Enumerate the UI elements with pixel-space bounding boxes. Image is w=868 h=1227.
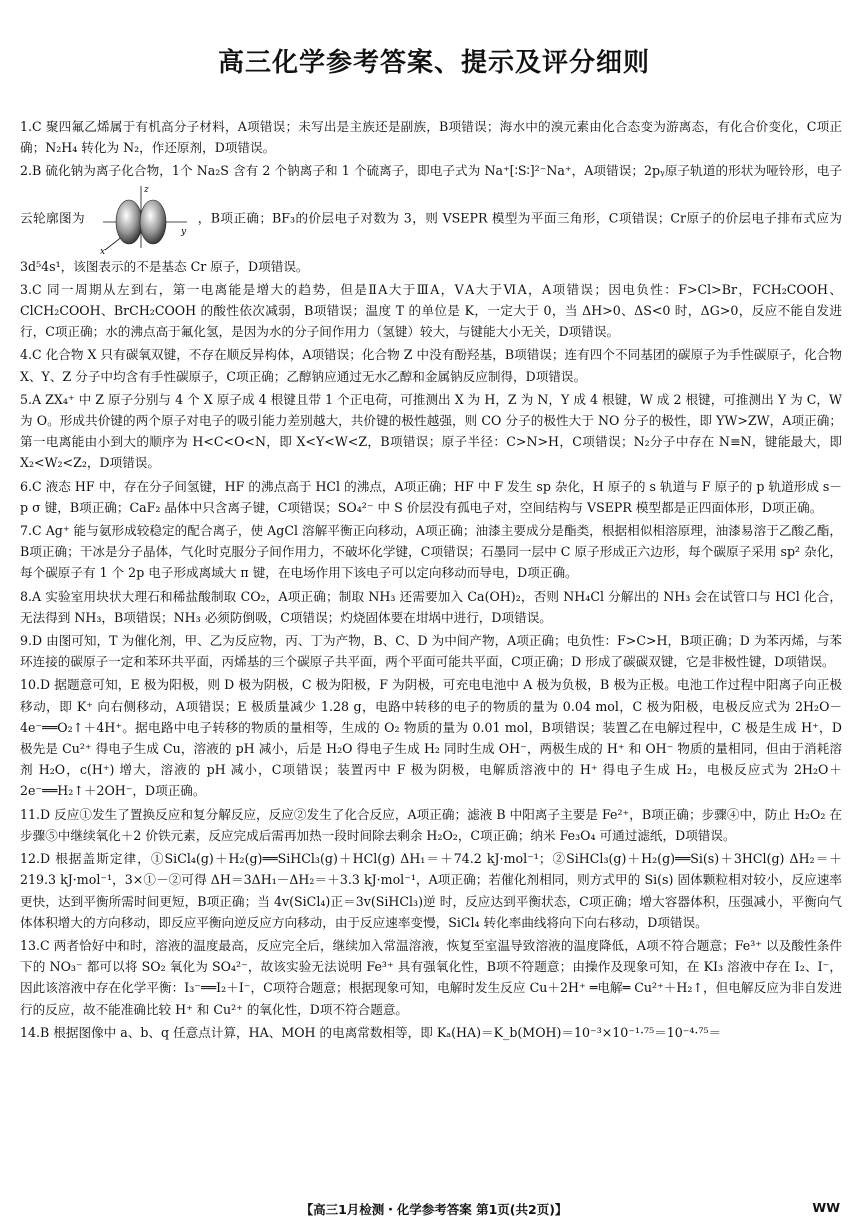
p-orbital-figure [91, 182, 191, 256]
answer-item-11: 11.D 反应①发生了置换反应和复分解反应，反应②发生了化合反应，A项正确；滤液 B 中阳离子主要是 Fe²⁺，B项正确；步骤④中，防止 H₂O₂ 在步骤⑤中继续氧化＋2 价铁元素，反应完成后需再加热一段时间除去剩余 H₂O₂，C项正确；纳米 Fe₃O₄ 可通过滤纸，D项错误。 [20, 806, 842, 843]
page-footer: 【高三1月检测・化学参考答案 第1页(共2页)】 [300, 1202, 568, 1217]
answer-item-6: 6.C 液态 HF 中，存在分子间氢键，HF 的沸点高于 HCl 的沸点，A项正确；HF 中 F 发生 sp 杂化，H 原子的 s 轨道与 F 原子的 p 轨道形成 s－p σ 键，B项正确；CaF₂ 晶体中只含离子键，C项错误；SO₄²⁻ 中 S 价层没有孤电子对，空间结构与 VSEPR 模型都是正四面体形，D项正确。 [20, 478, 842, 515]
footer-code: WW [812, 1200, 840, 1215]
answer-item-2 [20, 160, 842, 276]
answer-item-2-part2: ，B项正确；BF₃的价层电子对数为 3，则 VSEPR 模型为平面三角形，C项错误；Cr原子的价层电子排布式应为 3d⁵4s¹，该图表示的不是基态 Cr 原子，D项错误。 [20, 210, 842, 274]
answer-item-10: 10.D 据题意可知，E 极为阳极，则 D 极为阴极，C 极为阳极，F 为阴极，可充电电池中 A 极为负极，B 极为正极。电池工作过程中阳离子向正极移动，即 K⁺ 向右侧移动，A项错误；E 极质量减少 1.28 g，电路中转移的电子的物质的量为 0.04 mol，C 极为阳极，电极反应式为 2H₂O－4e⁻══O₂↑＋4H⁺。据电路中电子转移的物质的量相等，生成的 O₂ 物质的量为 0.01 mol，B项错误；装置乙在电解过程中，C 极是生成 H⁺，D 极先是 Cu²⁺ 得电子生成 Cu，溶液的 pH 减小，后是 H₂O 得电子生成 H₂ 同时生成 OH⁻，两极生成的 H⁺ 和 OH⁻ 物质的量相同，但由于消耗溶剂 H₂O，c(H⁺) 增大，溶液的 pH 减小，C项错误；装置丙中 F 极为阴极，电解质溶液中的 H⁺ 得电子生成 H₂，电极反应式为 2H₂O＋2e⁻══H₂↑＋2OH⁻，D项正确。 [20, 677, 842, 799]
answer-item-12: 12.D 根据盖斯定律，①SiCl₄(g)＋H₂(g)══SiHCl₃(g)＋HCl(g) ΔH₁＝＋74.2 kJ·mol⁻¹；②SiHCl₃(g)＋H₂(g)══Si(s)＋3HCl(g) ΔH₂＝＋219.3 kJ·mol⁻¹，3×①－②可得 ΔH＝3ΔH₁－ΔH₂＝＋3.3 kJ·mol⁻¹，A项正确；若催化剂相同，则方式甲的 Si(s) 固体颗粒相对较小，反应速率更快，达到平衡所需时间更短，B项正确；当 4v(SiCl₄)正＝3v(SiHCl₃)逆 时，反应达到平衡状态，C项正确；增大容器体积，压强减小，平衡向气体体积增大的方向移动，即反应平衡向逆反应方向移动，由于反应速率变慢，SiCl₄ 转化率曲线将向下向右移动，D项错误。 [20, 851, 842, 930]
answer-list [20, 116, 842, 1045]
answer-item-8: 8.A 实验室用块状大理石和稀盐酸制取 CO₂，A项正确；制取 NH₃ 还需要加入 Ca(OH)₂，否则 NH₄Cl 分解出的 NH₃ 会在试管口与 HCl 化合，无法得到 NH₃，B项错误；NH₃ 必须防倒吸，C项错误；灼烧固体要在坩埚中进行，D项错误。 [20, 588, 842, 625]
answer-item-5: 5.A ZX₄⁺ 中 Z 原子分别与 4 个 X 原子成 4 根键且带 1 个正电荷，可推测出 X 为 H，Z 为 N，Y 成 4 根键，W 成 2 根键，可推测出 Y 为 C，W 为 O。形成共价键的两个原子对电子的吸引能力差别越大，共价键的极性越强，则 CO 分子的极性大于 NO 分子的极性，即 YW>ZW，A项正确；第一电离能由小到大的顺序为 H<C<O<N，即 X<Y<W<Z，B项错误；原子半径：C>N>H，C项错误；N₂分子中存在 N≡N，键能最大，即 X₂<W₂<Z₂，D项错误。 [20, 391, 842, 471]
answer-item-2-part1: 2.B 硫化钠为离子化合物，1个 Na₂S 含有 2 个钠离子和 1 个硫离子，即电子式为 Na⁺[∶S∶]²⁻Na⁺，A项错误；2pᵧ原子轨道的形状为哑铃形，电子云轮廓图为 [20, 163, 842, 226]
answer-item-1: 1.C 聚四氟乙烯属于有机高分子材料，A项错误；未写出是主族还是副族，B项错误；海水中的溴元素由化合态变为游离态，有化合价变化，C项正确；N₂H₄ 转化为 N₂，作还原剂，D项错误。 [20, 119, 842, 156]
answer-item-3: 3.C 同一周期从左到右，第一电离能是增大的趋势，但是ⅡA大于ⅢA，ⅤA大于ⅥA，A项错误；因电负性：F>Cl>Br，FCH₂COOH、ClCH₂COOH、BrCH₂COOH 的酸性依次减弱，B项错误；温度 T 的单位是 K，一定大于 0，当 ΔH>0、ΔS<0 时，ΔG>0，反应不能自发进行，C项正确；水的沸点高于氟化氢，是因为水的分子间作用力（氢键）较大，与键能大小无关，D项错误。 [20, 281, 842, 340]
answer-item-9: 9.D 由图可知，T 为催化剂，甲、乙为反应物，丙、丁为产物，B、C、D 为中间产物，A项正确；电负性：F>C>H，B项正确；D 为苯丙烯，与苯环连接的碳原子一定和苯环共平面，丙烯基的三个碳原子共平面，两个平面可能共平面，C项正确；D 形成了碳碳双键，它是非极性键，D项错误。 [20, 633, 842, 670]
page-title: 高三化学参考答案、提示及评分细则 [217, 48, 650, 78]
answer-item-7: 7.C Ag⁺ 能与氨形成较稳定的配合离子，使 AgCl 溶解平衡正向移动，A项正确；油漆主要成分是酯类，根据相似相溶原理，油漆易溶于乙酸乙酯，B项正确；干冰是分子晶体，气化时克服分子间作用力，不破坏化学键，C项错误；石墨同一层中 C 原子形成正六边形，每个碳原子采用 sp² 杂化，每个碳原子有 1 个 2p 电子形成离域大 π 键，在电场作用下该电子可以定向移动而导电，D项正确。 [20, 523, 842, 581]
axis-y-label: y [181, 226, 187, 237]
axis-x-label: x [100, 246, 106, 256]
answer-item-14: 14.B 根据图像中 a、b、q 任意点计算，HA、MOH 的电离常数相等，即 Kₐ(HA)＝K_b(MOH)＝10⁻³×10⁻¹·⁷⁵＝10⁻⁴·⁷⁵＝ [20, 1024, 722, 1040]
axis-z-label: z [144, 184, 150, 195]
answer-item-13: 13.C 两者恰好中和时，溶液的温度最高，反应完全后，继续加入常温溶液，恢复至室温导致溶液的温度降低，A项不符合题意；Fe³⁺ 以及酸性条件下的 NO₃⁻ 都可以将 SO₂ 氧化为 SO₄²⁻，故该实验无法说明 Fe³⁺ 具有强氧化性，B项不符题意；由操作及现象可知，在 KI₃ 溶液中存在 I₂、I⁻，因此该溶液中存在化学平衡：I₃⁻══I₂＋I⁻，C项符合题意；根据现象可知，电解时发生反应 Cu＋2H⁺ ═电解═ Cu²⁺＋H₂↑，但电解反应为非自发进行的反应，故不能准确比较 H⁺ 和 Cu²⁺ 的氧化性，D项不符合题意。 [20, 937, 842, 1017]
answer-item-4: 4.C 化合物 X 只有碳氧双键，不存在顺反异构体，A项错误；化合物 Z 中没有酚羟基，B项错误；连有四个不同基团的碳原子为手性碳原子，化合物 X、Y、Z 分子中均含有手性碳原子，C项正确；乙醇钠应通过无水乙醇和金属钠反应制得，D项错误。 [20, 347, 842, 384]
